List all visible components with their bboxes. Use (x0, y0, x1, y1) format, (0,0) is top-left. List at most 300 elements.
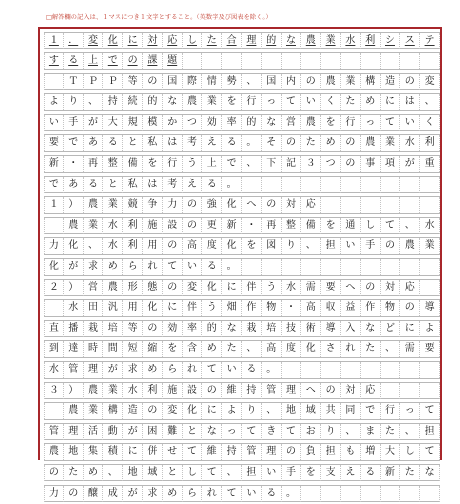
grid-cell: よ (420, 321, 440, 337)
grid-cell: の (321, 383, 341, 399)
grid-cell: 水 (103, 238, 123, 254)
grid-cell: を (242, 238, 262, 254)
grid-row (44, 174, 440, 195)
grid-cell: 求 (143, 486, 163, 502)
grid-cell: 利 (361, 33, 381, 49)
grid-cell: か (163, 115, 183, 131)
grid-cell (400, 53, 420, 69)
grid-cell (381, 53, 401, 69)
grid-cell: 担 (242, 465, 262, 481)
grid-cell (301, 486, 321, 502)
grid-cell: に (123, 444, 143, 460)
grid-row-cells (44, 237, 440, 255)
grid-row (44, 421, 440, 442)
grid-cell: 益 (341, 300, 361, 316)
grid-cell: 管 (242, 444, 262, 460)
grid-cell: に (202, 403, 222, 419)
grid-cell: り (282, 238, 302, 254)
grid-cell: 水 (103, 218, 123, 234)
grid-row (44, 257, 440, 278)
grid-cell: 水 (282, 280, 302, 296)
grid-cell: 態 (143, 280, 163, 296)
grid-cell: 再 (84, 156, 104, 172)
grid-cell: 業 (103, 197, 123, 213)
grid-cell: 事 (361, 156, 381, 172)
grid-row (44, 71, 440, 92)
grid-cell: の (183, 218, 203, 234)
grid-cell: て (381, 218, 401, 234)
grid-cell: な (202, 424, 222, 440)
grid-cell: し (183, 465, 203, 481)
grid-cell: 担 (321, 444, 341, 460)
grid-cell: 業 (103, 383, 123, 399)
grid-cell (420, 53, 440, 69)
grid-cell: 施 (143, 218, 163, 234)
grid-cell (242, 53, 262, 69)
grid-row (44, 112, 440, 133)
grid-cell: 、 (84, 238, 104, 254)
grid-cell: っ (262, 94, 282, 110)
grid-cell (202, 53, 222, 69)
grid-cell: に (123, 33, 143, 49)
grid-cell: ら (163, 362, 183, 378)
grid-cell: は (163, 135, 183, 151)
grid-cell: て (183, 444, 203, 460)
instruction-note: □解答欄の記入は、１マスにつき１文字とすること。（英数字及び図表を除く。） (46, 14, 272, 21)
grid-cell (400, 259, 420, 275)
grid-cell: 成 (103, 486, 123, 502)
grid-row-cells (44, 361, 440, 379)
grid-cell: 作 (361, 300, 381, 316)
grid-row (44, 339, 440, 360)
grid-row-cells (44, 299, 440, 317)
grid-cell (222, 53, 242, 69)
grid-cell: 構 (103, 403, 123, 419)
grid-cell: り (321, 424, 341, 440)
grid-cell: 手 (361, 238, 381, 254)
grid-cell: の (202, 383, 222, 399)
grid-cell: ・ (64, 156, 84, 172)
grid-cell: な (222, 321, 242, 337)
grid-cell: て (222, 486, 242, 502)
grid-cell: 応 (361, 383, 381, 399)
grid-cell (341, 197, 361, 213)
grid-cell: 下 (262, 156, 282, 172)
grid-cell: 、 (301, 238, 321, 254)
grid-cell: 形 (123, 280, 143, 296)
grid-cell (321, 362, 341, 378)
grid-cell: 農 (183, 94, 203, 110)
grid-cell: 大 (103, 115, 123, 131)
grid-cell: た (301, 135, 321, 151)
grid-cell: 変 (183, 280, 203, 296)
grid-cell: 、 (242, 156, 262, 172)
answer-sheet (38, 27, 442, 499)
grid-cell: １ (44, 197, 64, 213)
grid-cell: て (282, 94, 302, 110)
grid-cell: 農 (64, 218, 84, 234)
grid-cell: う (202, 300, 222, 316)
grid-cell: 、 (381, 341, 401, 357)
grid-cell (381, 362, 401, 378)
grid-cell: に (381, 94, 401, 110)
grid-cell: に (400, 321, 420, 337)
grid-cell: 利 (123, 218, 143, 234)
grid-cell: 農 (321, 74, 341, 90)
grid-cell: 農 (84, 197, 104, 213)
grid-cell: 入 (341, 321, 361, 337)
grid-cell: れ (341, 341, 361, 357)
grid-cell (341, 177, 361, 193)
grid-cell: 用 (143, 238, 163, 254)
grid-cell: の (44, 465, 64, 481)
grid-cell: い (341, 238, 361, 254)
grid-cell (44, 74, 64, 90)
grid-cell: 勢 (222, 74, 242, 90)
grid-cell (282, 259, 302, 275)
grid-cell: め (163, 486, 183, 502)
grid-cell: め (321, 135, 341, 151)
grid-cell: 技 (282, 321, 302, 337)
grid-cell: 模 (143, 115, 163, 131)
grid-cell: っ (361, 115, 381, 131)
grid-cell: 維 (202, 444, 222, 460)
grid-cell: 。 (282, 486, 302, 502)
grid-cell: る (64, 53, 84, 69)
grid-cell: き (262, 424, 282, 440)
grid-cell: 力 (44, 486, 64, 502)
grid-cell: ） (64, 197, 84, 213)
grid-row-cells (44, 464, 440, 482)
grid-cell: 高 (262, 341, 282, 357)
grid-cell: え (183, 177, 203, 193)
grid-cell: 求 (123, 362, 143, 378)
grid-cell (282, 362, 302, 378)
grid-cell: な (163, 94, 183, 110)
grid-cell: て (202, 465, 222, 481)
grid-cell: た (202, 33, 222, 49)
grid-cell: 対 (381, 280, 401, 296)
grid-cell: 増 (361, 444, 381, 460)
grid-cell: め (361, 94, 381, 110)
grid-cell (361, 486, 381, 502)
grid-cell: な (361, 321, 381, 337)
grid-cell: の (282, 444, 302, 460)
grid-row (44, 401, 440, 422)
answer-grid (44, 30, 440, 504)
grid-row-cells (44, 114, 440, 132)
grid-cell: 変 (163, 403, 183, 419)
grid-cell: 需 (400, 341, 420, 357)
grid-cell: 需 (301, 280, 321, 296)
grid-cell (341, 486, 361, 502)
grid-row-cells (44, 320, 440, 338)
grid-cell: 醸 (84, 486, 104, 502)
grid-cell: 力 (163, 197, 183, 213)
grid-cell: と (123, 135, 143, 151)
grid-cell (282, 53, 302, 69)
grid-cell: 理 (84, 362, 104, 378)
grid-cell: る (222, 135, 242, 151)
grid-cell: 行 (163, 156, 183, 172)
grid-cell (361, 177, 381, 193)
grid-row-cells (44, 155, 440, 173)
grid-cell: 、 (400, 424, 420, 440)
grid-cell: 。 (262, 362, 282, 378)
grid-row-cells (44, 258, 440, 276)
grid-cell (282, 177, 302, 193)
grid-cell: 要 (321, 280, 341, 296)
grid-cell: た (381, 424, 401, 440)
grid-cell: 項 (381, 156, 401, 172)
grid-cell (321, 53, 341, 69)
grid-cell (262, 53, 282, 69)
grid-cell: の (183, 197, 203, 213)
grid-cell: 業 (381, 135, 401, 151)
grid-cell: 行 (381, 403, 401, 419)
grid-cell: に (222, 280, 242, 296)
grid-cell (381, 259, 401, 275)
grid-cell: る (84, 177, 104, 193)
grid-cell: 等 (123, 74, 143, 90)
grid-cell: つ (321, 156, 341, 172)
grid-cell: 応 (163, 33, 183, 49)
grid-cell: い (301, 94, 321, 110)
grid-cell: し (361, 218, 381, 234)
grid-cell: へ (301, 383, 321, 399)
grid-cell: 考 (163, 177, 183, 193)
grid-cell: 業 (321, 33, 341, 49)
grid-cell: さ (321, 341, 341, 357)
grid-cell: 農 (400, 238, 420, 254)
grid-cell: の (400, 300, 420, 316)
grid-row (44, 360, 440, 381)
grid-cell: う (262, 280, 282, 296)
grid-cell: 応 (400, 280, 420, 296)
grid-cell: つ (183, 115, 203, 131)
grid-cell: め (84, 465, 104, 481)
grid-cell: 化 (222, 197, 242, 213)
grid-cell (420, 486, 440, 502)
grid-cell: 合 (222, 33, 242, 49)
grid-cell: 重 (420, 156, 440, 172)
grid-cell: 造 (123, 403, 143, 419)
grid-cell: が (103, 362, 123, 378)
grid-row-cells (44, 217, 440, 235)
grid-cell: め (202, 341, 222, 357)
grid-cell: 効 (202, 115, 222, 131)
grid-cell: 手 (282, 465, 302, 481)
grid-cell: 。 (222, 259, 242, 275)
grid-cell: く (420, 115, 440, 131)
grid-cell: 要 (420, 341, 440, 357)
grid-cell: を (222, 94, 242, 110)
grid-cell: 。 (222, 177, 242, 193)
grid-cell: 理 (282, 383, 302, 399)
grid-cell: シ (381, 33, 401, 49)
grid-cell: 地 (64, 444, 84, 460)
grid-cell: 短 (123, 341, 143, 357)
grid-cell: は (400, 94, 420, 110)
grid-cell: 、 (400, 218, 420, 234)
grid-cell: れ (202, 486, 222, 502)
grid-cell (321, 259, 341, 275)
grid-cell: え (202, 135, 222, 151)
grid-cell: を (163, 341, 183, 357)
grid-cell (420, 177, 440, 193)
grid-cell: 効 (163, 321, 183, 337)
grid-cell: 作 (242, 300, 262, 316)
grid-cell: 畑 (222, 300, 242, 316)
grid-cell: た (361, 341, 381, 357)
grid-cell: 営 (282, 115, 302, 131)
grid-cell (183, 53, 203, 69)
grid-cell: 導 (420, 300, 440, 316)
grid-cell: 的 (143, 94, 163, 110)
grid-cell: 農 (44, 444, 64, 460)
grid-cell: ・ (282, 300, 302, 316)
grid-cell: ・ (242, 218, 262, 234)
grid-cell: 際 (183, 74, 203, 90)
grid-cell: 競 (123, 197, 143, 213)
grid-cell: 農 (301, 33, 321, 49)
grid-cell: ら (183, 486, 203, 502)
grid-row (44, 195, 440, 216)
grid-cell: 規 (123, 115, 143, 131)
grid-cell: ２ (44, 280, 64, 296)
grid-cell: 負 (301, 444, 321, 460)
grid-cell: 利 (123, 238, 143, 254)
grid-cell: る (202, 177, 222, 193)
grid-cell (361, 53, 381, 69)
grid-cell: の (400, 74, 420, 90)
grid-cell: 変 (420, 74, 440, 90)
grid-cell: 農 (64, 403, 84, 419)
grid-cell: 農 (301, 115, 321, 131)
grid-cell: 、 (262, 403, 282, 419)
grid-cell: は (143, 177, 163, 193)
grid-cell: 集 (84, 444, 104, 460)
grid-cell: の (123, 53, 143, 69)
grid-cell (361, 259, 381, 275)
grid-cell: を (321, 115, 341, 131)
grid-cell: で (103, 53, 123, 69)
grid-cell: 管 (44, 424, 64, 440)
grid-row (44, 30, 440, 51)
grid-cell (420, 362, 440, 378)
grid-row-cells (44, 382, 440, 400)
grid-cell: 担 (321, 238, 341, 254)
grid-cell: 設 (183, 383, 203, 399)
grid-cell: 業 (84, 403, 104, 419)
grid-cell: 更 (202, 218, 222, 234)
grid-cell: な (282, 33, 302, 49)
grid-cell: 栽 (84, 321, 104, 337)
grid-row (44, 483, 440, 504)
grid-cell (420, 197, 440, 213)
grid-cell: 共 (321, 403, 341, 419)
grid-cell: 導 (321, 321, 341, 337)
grid-cell: へ (242, 197, 262, 213)
grid-cell: 構 (361, 74, 381, 90)
grid-cell: 率 (183, 321, 203, 337)
grid-row-cells (44, 32, 440, 50)
grid-cell: へ (341, 280, 361, 296)
grid-cell: が (123, 486, 143, 502)
grid-cell (44, 300, 64, 316)
grid-cell: な (420, 465, 440, 481)
grid-cell: テ (420, 33, 440, 49)
grid-cell: が (64, 259, 84, 275)
grid-cell: 水 (420, 218, 440, 234)
grid-cell: よ (222, 403, 242, 419)
grid-cell: 持 (222, 444, 242, 460)
grid-cell (301, 362, 321, 378)
grid-cell (381, 486, 401, 502)
grid-cell: 、 (242, 74, 262, 90)
grid-cell: 、 (222, 465, 242, 481)
grid-cell: 活 (84, 424, 104, 440)
grid-cell: 続 (123, 94, 143, 110)
grid-row (44, 236, 440, 257)
grid-cell: 利 (143, 383, 163, 399)
grid-cell: し (400, 444, 420, 460)
grid-cell: の (341, 135, 361, 151)
grid-cell: ． (64, 33, 84, 49)
grid-row-cells (44, 340, 440, 358)
grid-row (44, 462, 440, 483)
grid-cell: 通 (341, 218, 361, 234)
grid-row (44, 277, 440, 298)
grid-cell: 持 (103, 94, 123, 110)
grid-cell: 間 (103, 341, 123, 357)
grid-cell (341, 259, 361, 275)
grid-cell: 力 (44, 238, 64, 254)
grid-cell: の (341, 156, 361, 172)
grid-cell: い (44, 115, 64, 131)
grid-cell: い (400, 115, 420, 131)
grid-cell: 化 (183, 403, 203, 419)
grid-cell: え (341, 465, 361, 481)
grid-cell: 理 (64, 424, 84, 440)
grid-cell: と (103, 177, 123, 193)
grid-cell: 対 (282, 197, 302, 213)
grid-cell: 私 (123, 177, 143, 193)
grid-cell: 田 (84, 300, 104, 316)
grid-cell: な (262, 115, 282, 131)
grid-cell: 化 (143, 300, 163, 316)
grid-cell: が (400, 156, 420, 172)
grid-cell: と (163, 465, 183, 481)
grid-cell (301, 177, 321, 193)
grid-cell: 用 (123, 300, 143, 316)
grid-cell: 記 (282, 156, 302, 172)
grid-cell: す (44, 53, 64, 69)
grid-cell: 化 (103, 33, 123, 49)
grid-cell: の (361, 280, 381, 296)
grid-cell: 、 (242, 341, 262, 357)
grid-cell: 的 (242, 115, 262, 131)
grid-cell: 高 (301, 300, 321, 316)
grid-row (44, 154, 440, 175)
grid-cell: 課 (143, 53, 163, 69)
grid-cell: 併 (143, 444, 163, 460)
grid-cell: 要 (44, 135, 64, 151)
grid-cell: 行 (341, 115, 361, 131)
grid-cell: 備 (123, 156, 143, 172)
grid-row (44, 215, 440, 236)
grid-cell (361, 362, 381, 378)
